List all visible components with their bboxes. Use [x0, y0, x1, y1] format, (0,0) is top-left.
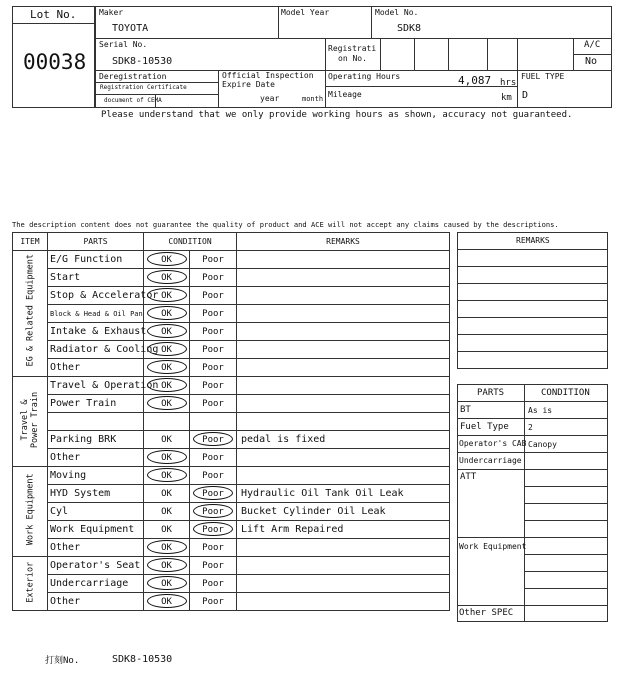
condition-header: CONDITION — [144, 233, 237, 251]
poor-cell — [190, 395, 237, 413]
part-name: Moving — [48, 467, 144, 485]
deregistration-label: Deregistration — [99, 72, 167, 81]
ok-label: OK — [161, 524, 172, 535]
right-part-undercarriage: Undercarriage — [459, 456, 522, 465]
poor-label: Poor — [202, 254, 224, 265]
ok-label: OK — [161, 254, 172, 265]
poor-cell — [190, 377, 237, 395]
right-part-other-spec: Other SPEC — [459, 608, 514, 618]
ok-label: OK — [161, 596, 172, 607]
poor-label: Poor — [202, 506, 224, 517]
right-part-att: ATT — [460, 472, 477, 482]
table-row — [13, 521, 450, 539]
poor-cell — [190, 305, 237, 323]
registration-no-label-2: on No. — [338, 54, 367, 63]
ok-cell — [144, 485, 190, 503]
model-year-label: Model Year — [281, 8, 330, 17]
ok-cell — [144, 575, 190, 593]
poor-label: Poor — [202, 380, 224, 391]
right-part-bt: BT — [460, 405, 471, 415]
ok-label: OK — [161, 542, 172, 553]
ok-cell — [144, 413, 190, 431]
table-row — [13, 485, 450, 503]
ok-cell — [144, 593, 190, 611]
poor-label: Poor — [202, 488, 224, 499]
part-name: Parking BRK — [48, 431, 144, 449]
item-group-cell — [13, 557, 48, 611]
remark-text — [237, 575, 450, 593]
remark-text: Hydraulic Oil Tank Oil Leak — [237, 485, 450, 503]
ok-label: OK — [161, 488, 172, 499]
ok-label: OK — [161, 308, 172, 319]
table-row — [13, 305, 450, 323]
part-name: Undercarriage — [48, 575, 144, 593]
remark-text — [237, 467, 450, 485]
ok-label: OK — [161, 506, 172, 517]
poor-cell — [190, 449, 237, 467]
poor-label: Poor — [202, 326, 224, 337]
right-part-fuel-type: Fuel Type — [460, 422, 509, 432]
hours-notice: Please understand that we only provide working hours as shown, accuracy not guaranteed. — [101, 110, 573, 120]
table-row — [13, 557, 450, 575]
table-row — [13, 503, 450, 521]
poor-label: Poor — [202, 344, 224, 355]
poor-label: Poor — [202, 596, 224, 607]
maker-value: TOYOTA — [112, 23, 149, 34]
remark-text — [237, 539, 450, 557]
poor-cell — [190, 467, 237, 485]
ok-label: OK — [161, 434, 172, 445]
ac-label: A/C — [584, 40, 601, 50]
remark-text — [237, 269, 450, 287]
ok-label: OK — [161, 380, 172, 391]
item-group-label: Travel & Power Train — [20, 391, 40, 448]
remark-text: pedal is fixed — [237, 431, 450, 449]
ok-cell — [144, 503, 190, 521]
remark-text — [237, 593, 450, 611]
engraving-no: SDK8-10530 — [112, 654, 173, 665]
poor-cell — [190, 251, 237, 269]
cema-label: document of CEMA — [104, 97, 162, 104]
table-header-row — [13, 233, 450, 251]
ok-cell — [144, 467, 190, 485]
part-name: Radiator & Cooling — [48, 341, 144, 359]
hrs-unit: hrs — [500, 78, 517, 88]
poor-label: Poor — [202, 398, 224, 409]
poor-label: Poor — [202, 272, 224, 283]
poor-cell — [190, 269, 237, 287]
ok-cell — [144, 557, 190, 575]
remark-text — [237, 323, 450, 341]
ok-label: OK — [161, 470, 172, 481]
remark-text: Bucket Cylinder Oil Leak — [237, 503, 450, 521]
ok-cell — [144, 395, 190, 413]
ok-label: OK — [161, 272, 172, 283]
right-part-operator-cab: Operator's CAB — [459, 439, 527, 448]
item-group-cell — [13, 467, 48, 557]
disclaimer-text: The description content does not guarantee the quality of product and ACE will not accept any claims caused by the descriptions. — [12, 220, 559, 229]
poor-cell — [190, 503, 237, 521]
remark-text — [237, 395, 450, 413]
part-name: Other — [48, 593, 144, 611]
poor-cell — [190, 557, 237, 575]
part-name: Travel & Operation — [48, 377, 144, 395]
model-no-value: SDK8 — [397, 23, 422, 34]
ok-cell — [144, 377, 190, 395]
km-unit: km — [501, 93, 512, 103]
table-row — [13, 341, 450, 359]
poor-cell — [190, 593, 237, 611]
right-parts-header: PARTS — [477, 388, 505, 398]
year-label: year — [260, 94, 280, 103]
item-group-label: EG & Related Equipment — [24, 253, 35, 367]
remark-text — [237, 377, 450, 395]
table-row — [13, 413, 450, 431]
operating-hours-label: Operating Hours — [328, 72, 401, 81]
table-row — [13, 467, 450, 485]
table-row — [13, 539, 450, 557]
ok-cell — [144, 251, 190, 269]
item-group-label: Work Equipment — [24, 472, 35, 545]
poor-label: Poor — [202, 308, 224, 319]
inspection-label-1: Official Inspection — [222, 71, 314, 80]
poor-cell — [190, 359, 237, 377]
ok-cell — [144, 521, 190, 539]
serial-no-label: Serial No. — [99, 40, 148, 49]
table-row — [13, 377, 450, 395]
ok-label: OK — [161, 362, 172, 373]
ok-label: OK — [161, 398, 172, 409]
ok-cell — [144, 269, 190, 287]
table-row — [13, 431, 450, 449]
table-row — [13, 575, 450, 593]
engraving-label: 打刻No. — [45, 656, 80, 666]
mileage-label: Mileage — [328, 90, 362, 99]
remark-text — [237, 413, 450, 431]
table-row — [13, 395, 450, 413]
ok-cell — [144, 449, 190, 467]
ok-cell — [144, 323, 190, 341]
part-name: Operator's Seat — [48, 557, 144, 575]
part-name: Cyl — [48, 503, 144, 521]
ok-label: OK — [161, 326, 172, 337]
right-part-work-equipment: Work Equipment — [459, 542, 527, 551]
table-row — [13, 359, 450, 377]
part-name: Stop & Accelerator — [48, 287, 144, 305]
poor-label: Poor — [202, 560, 224, 571]
poor-cell — [190, 521, 237, 539]
ok-label: OK — [161, 452, 172, 463]
poor-label: Poor — [202, 362, 224, 373]
ok-cell — [144, 539, 190, 557]
poor-label: Poor — [202, 434, 224, 445]
part-name — [48, 413, 144, 431]
ok-label: OK — [161, 578, 172, 589]
lot-no-value: 00038 — [23, 50, 87, 74]
poor-cell — [190, 431, 237, 449]
poor-cell — [190, 323, 237, 341]
ok-cell — [144, 305, 190, 323]
remarks-header: REMARKS — [237, 233, 450, 251]
part-name: E/G Function — [48, 251, 144, 269]
remark-text — [237, 449, 450, 467]
ok-cell — [144, 359, 190, 377]
lot-no-label: Lot No. — [30, 8, 77, 21]
ok-label: OK — [161, 344, 172, 355]
poor-label: Poor — [202, 542, 224, 553]
remark-text: Lift Arm Repaired — [237, 521, 450, 539]
remark-text — [237, 305, 450, 323]
table-row — [13, 323, 450, 341]
poor-cell — [190, 341, 237, 359]
remark-text — [237, 251, 450, 269]
right-cond-operator-cab: Canopy — [528, 440, 557, 449]
poor-cell — [190, 575, 237, 593]
part-name: Block & Head & Oil Pan — [48, 305, 144, 323]
item-group-cell — [13, 251, 48, 377]
poor-cell — [190, 485, 237, 503]
part-name: Power Train — [48, 395, 144, 413]
fuel-type-label: FUEL TYPE — [521, 72, 565, 81]
month-label: month — [302, 95, 324, 103]
poor-label: Poor — [202, 290, 224, 301]
poor-label: Poor — [202, 470, 224, 481]
part-name: Intake & Exhaust — [48, 323, 144, 341]
table-row — [13, 593, 450, 611]
part-name: Other — [48, 539, 144, 557]
ok-cell — [144, 431, 190, 449]
poor-cell — [190, 539, 237, 557]
poor-label: Poor — [202, 452, 224, 463]
remark-text — [237, 341, 450, 359]
operating-hours-value: 4,087 — [458, 74, 492, 87]
part-name: Other — [48, 449, 144, 467]
table-row — [13, 449, 450, 467]
ok-label: OK — [161, 290, 172, 301]
parts-header: PARTS — [48, 233, 144, 251]
item-group-label: Exterior — [24, 561, 35, 603]
registration-certificate-label: Registration Certificate — [100, 84, 187, 91]
table-row — [13, 269, 450, 287]
remark-text — [237, 287, 450, 305]
ok-cell — [144, 341, 190, 359]
right-remarks-header: REMARKS — [516, 236, 550, 245]
table-row — [13, 287, 450, 305]
serial-no-value: SDK8-10530 — [112, 56, 173, 67]
part-name: Work Equipment — [48, 521, 144, 539]
poor-label: Poor — [202, 578, 224, 589]
item-header: ITEM — [13, 233, 48, 251]
remark-text — [237, 557, 450, 575]
poor-cell — [190, 287, 237, 305]
ok-label: OK — [161, 560, 172, 571]
part-name: Other — [48, 359, 144, 377]
poor-label: Poor — [202, 524, 224, 535]
table-row — [13, 251, 450, 269]
item-group-cell — [13, 377, 48, 467]
model-no-label: Model No. — [375, 8, 419, 17]
maker-label: Maker — [99, 8, 124, 17]
part-name: Start — [48, 269, 144, 287]
registration-no-label-1: Registrati — [328, 44, 377, 53]
right-cond-fuel-type: 2 — [528, 423, 533, 432]
right-condition-header: CONDITION — [541, 388, 590, 398]
condition-check-table — [12, 232, 450, 611]
fuel-type-value: D — [522, 90, 529, 101]
inspection-label-2: Expire Date — [222, 80, 275, 89]
remark-text — [237, 359, 450, 377]
right-cond-bt: As is — [528, 406, 553, 415]
poor-cell — [190, 413, 237, 431]
ac-value: No — [585, 56, 598, 67]
ok-cell — [144, 287, 190, 305]
part-name: HYD System — [48, 485, 144, 503]
